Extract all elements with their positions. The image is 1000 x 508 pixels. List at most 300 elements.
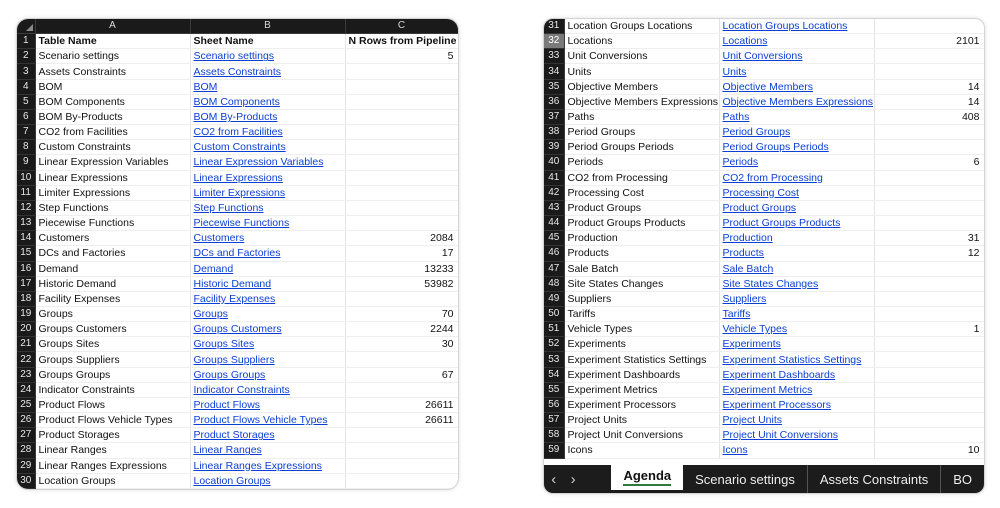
table-row bbox=[17, 443, 458, 458]
table-name-cell[interactable]: BOM bbox=[35, 79, 190, 94]
table-row bbox=[544, 352, 984, 367]
table-name-cell[interactable]: Step Functions bbox=[35, 200, 190, 215]
sheet-link[interactable]: Experiment Processors bbox=[719, 397, 874, 412]
table-row bbox=[17, 231, 458, 246]
row-count-cell[interactable] bbox=[874, 170, 984, 185]
table-name-cell[interactable]: Facility Expenses bbox=[35, 291, 190, 306]
table-name-cell[interactable]: Production bbox=[564, 231, 719, 246]
row-count-cell[interactable]: 10 bbox=[874, 443, 984, 458]
table-name-cell[interactable]: Groups Groups bbox=[35, 367, 190, 382]
table-name-cell[interactable]: Sale Batch bbox=[564, 261, 719, 276]
table-name-cell[interactable]: Product Flows bbox=[35, 397, 190, 412]
sheet-link[interactable]: Period Groups Periods bbox=[719, 140, 874, 155]
row-number[interactable]: 5 bbox=[17, 94, 35, 109]
row-count-cell[interactable] bbox=[874, 382, 984, 397]
table-row bbox=[544, 443, 984, 458]
sheet-link[interactable]: Product Groups bbox=[719, 200, 874, 215]
sheet-link[interactable]: Facility Expenses bbox=[190, 291, 345, 306]
sheet-link[interactable]: Customers bbox=[190, 231, 345, 246]
sheet-link[interactable]: Piecewise Functions bbox=[190, 216, 345, 231]
row-number[interactable]: 12 bbox=[17, 200, 35, 215]
table-name-cell[interactable]: Icons bbox=[564, 443, 719, 458]
table-row bbox=[17, 382, 458, 397]
row-count-cell[interactable] bbox=[874, 216, 984, 231]
table-row bbox=[544, 64, 984, 79]
row-number[interactable]: 57 bbox=[544, 413, 564, 428]
sheet-link[interactable]: Product Flows Vehicle Types bbox=[190, 413, 345, 428]
row-number[interactable]: 44 bbox=[544, 216, 564, 231]
sheet-link[interactable]: Paths bbox=[719, 109, 874, 124]
sheet-link[interactable]: Step Functions bbox=[190, 200, 345, 215]
sheet-link[interactable]: Production bbox=[719, 231, 874, 246]
row-count-cell[interactable] bbox=[874, 367, 984, 382]
sheet-link[interactable]: Site States Changes bbox=[719, 276, 874, 291]
row-count-cell[interactable]: 30 bbox=[345, 337, 458, 352]
table-row bbox=[544, 79, 984, 94]
table-name-cell[interactable]: Tariffs bbox=[564, 306, 719, 321]
row-number[interactable]: 53 bbox=[544, 352, 564, 367]
tab-agenda-label: Agenda bbox=[623, 468, 671, 486]
row-number[interactable]: 42 bbox=[544, 185, 564, 200]
table-row bbox=[544, 200, 984, 215]
sheet-link[interactable]: Limiter Expressions bbox=[190, 185, 345, 200]
row-number[interactable]: 32 bbox=[544, 34, 564, 49]
table-row bbox=[17, 94, 458, 109]
table-row bbox=[17, 473, 458, 488]
row-count-cell[interactable] bbox=[345, 109, 458, 124]
row-number[interactable]: 55 bbox=[544, 382, 564, 397]
table-row bbox=[17, 413, 458, 428]
tab-assets-constraints[interactable]: Assets Constraints bbox=[808, 465, 941, 493]
left-sheet-panel bbox=[16, 18, 459, 490]
sheet-link[interactable]: BOM Components bbox=[190, 94, 345, 109]
table-row bbox=[544, 322, 984, 337]
table-row bbox=[544, 109, 984, 124]
table-name-cell[interactable]: Location Groups bbox=[35, 473, 190, 488]
row-count-cell[interactable] bbox=[345, 473, 458, 488]
header-sheet-name[interactable]: Sheet Name bbox=[190, 34, 345, 49]
table-row bbox=[544, 94, 984, 109]
row-number[interactable]: 35 bbox=[544, 79, 564, 94]
column-header-a[interactable]: A bbox=[35, 19, 190, 34]
row-count-cell[interactable]: 67 bbox=[345, 367, 458, 382]
table-row bbox=[17, 276, 458, 291]
table-name-cell[interactable]: DCs and Factories bbox=[35, 246, 190, 261]
row-number[interactable]: 10 bbox=[17, 170, 35, 185]
row-number[interactable]: 33 bbox=[544, 49, 564, 64]
sheet-link[interactable]: Historic Demand bbox=[190, 276, 345, 291]
table-name-cell[interactable]: Products bbox=[564, 246, 719, 261]
table-row bbox=[544, 125, 984, 140]
sheet-link[interactable]: Experiment Dashboards bbox=[719, 367, 874, 382]
table-name-cell[interactable]: Linear Ranges bbox=[35, 443, 190, 458]
table-name-cell[interactable]: Historic Demand bbox=[35, 276, 190, 291]
table-name-cell[interactable]: Groups Customers bbox=[35, 322, 190, 337]
row-count-cell[interactable]: 31 bbox=[874, 231, 984, 246]
row-count-cell[interactable]: 70 bbox=[345, 306, 458, 321]
row-count-cell[interactable] bbox=[345, 200, 458, 215]
sheet-link[interactable]: Locations bbox=[719, 34, 874, 49]
row-number[interactable]: 26 bbox=[17, 413, 35, 428]
header-row bbox=[17, 34, 458, 49]
sheet-link[interactable]: Unit Conversions bbox=[719, 49, 874, 64]
table-name-cell[interactable]: Objective Members bbox=[564, 79, 719, 94]
table-name-cell[interactable]: Linear Ranges Expressions bbox=[35, 458, 190, 473]
sheet-link[interactable]: Experiments bbox=[719, 337, 874, 352]
table-row bbox=[17, 79, 458, 94]
sheet-link[interactable]: Groups Sites bbox=[190, 337, 345, 352]
row-count-cell[interactable] bbox=[345, 94, 458, 109]
table-name-cell[interactable]: Product Groups bbox=[564, 200, 719, 215]
sheet-link[interactable]: Linear Expressions bbox=[190, 170, 345, 185]
table-row bbox=[544, 413, 984, 428]
row-count-cell[interactable] bbox=[874, 140, 984, 155]
table-name-cell[interactable]: Custom Constraints bbox=[35, 140, 190, 155]
sheet-link[interactable]: Experiment Metrics bbox=[719, 382, 874, 397]
row-number[interactable]: 7 bbox=[17, 125, 35, 140]
table-name-cell[interactable]: Periods bbox=[564, 155, 719, 170]
table-name-cell[interactable]: BOM By-Products bbox=[35, 109, 190, 124]
table-name-cell[interactable]: Project Units bbox=[564, 413, 719, 428]
table-name-cell[interactable]: Linear Expressions bbox=[35, 170, 190, 185]
row-count-cell[interactable] bbox=[345, 170, 458, 185]
row-number[interactable]: 15 bbox=[17, 246, 35, 261]
row-number[interactable]: 47 bbox=[544, 261, 564, 276]
row-number[interactable]: 13 bbox=[17, 216, 35, 231]
row-number[interactable]: 1 bbox=[17, 34, 35, 49]
row-number[interactable]: 58 bbox=[544, 428, 564, 443]
row-number[interactable]: 24 bbox=[17, 382, 35, 397]
sheet-link[interactable]: Project Unit Conversions bbox=[719, 428, 874, 443]
table-name-cell[interactable]: Paths bbox=[564, 109, 719, 124]
row-number[interactable]: 17 bbox=[17, 276, 35, 291]
tab-bom-partial[interactable]: BO bbox=[953, 471, 973, 487]
row-count-cell[interactable]: 5 bbox=[345, 49, 458, 64]
table-name-cell[interactable]: Processing Cost bbox=[564, 185, 719, 200]
row-count-cell[interactable] bbox=[345, 125, 458, 140]
sheet-link[interactable]: Objective Members Expressions bbox=[719, 94, 874, 109]
sheet-link[interactable]: Custom Constraints bbox=[190, 140, 345, 155]
row-count-cell[interactable]: 6 bbox=[874, 155, 984, 170]
table-row bbox=[17, 64, 458, 79]
table-name-cell[interactable]: CO2 from Facilities bbox=[35, 125, 190, 140]
table-row bbox=[544, 291, 984, 306]
sheet-link[interactable]: Units bbox=[719, 64, 874, 79]
table-row bbox=[544, 367, 984, 382]
table-row bbox=[544, 246, 984, 261]
row-count-cell[interactable] bbox=[345, 79, 458, 94]
sheet-link[interactable]: Linear Ranges Expressions bbox=[190, 458, 345, 473]
table-row bbox=[17, 109, 458, 124]
sheet-link[interactable]: Groups Suppliers bbox=[190, 352, 345, 367]
sheet-link[interactable]: Indicator Constraints bbox=[190, 382, 345, 397]
sheet-link[interactable]: Linear Ranges bbox=[190, 443, 345, 458]
row-number[interactable]: 34 bbox=[544, 64, 564, 79]
row-count-cell[interactable]: 2084 bbox=[345, 231, 458, 246]
row-count-cell[interactable] bbox=[874, 64, 984, 79]
table-row bbox=[17, 125, 458, 140]
sheet-link[interactable]: Tariffs bbox=[719, 306, 874, 321]
sheet-link[interactable]: Groups bbox=[190, 306, 345, 321]
table-name-cell[interactable]: Product Flows Vehicle Types bbox=[35, 413, 190, 428]
sheet-link[interactable]: Vehicle Types bbox=[719, 322, 874, 337]
row-number[interactable]: 6 bbox=[17, 109, 35, 124]
table-name-cell[interactable]: Customers bbox=[35, 231, 190, 246]
table-name-cell[interactable]: Linear Expression Variables bbox=[35, 155, 190, 170]
row-number[interactable]: 19 bbox=[17, 306, 35, 321]
row-count-cell[interactable] bbox=[345, 140, 458, 155]
row-count-cell[interactable] bbox=[874, 397, 984, 412]
row-count-cell[interactable]: 17 bbox=[345, 246, 458, 261]
sheet-link[interactable]: Suppliers bbox=[719, 291, 874, 306]
table-name-cell[interactable]: Project Unit Conversions bbox=[564, 428, 719, 443]
select-all-corner[interactable] bbox=[17, 19, 35, 34]
sheet-link[interactable]: Groups Groups bbox=[190, 367, 345, 382]
row-number[interactable]: 41 bbox=[544, 170, 564, 185]
row-count-cell[interactable] bbox=[874, 306, 984, 321]
sheet-link[interactable]: Assets Constraints bbox=[190, 64, 345, 79]
row-count-cell[interactable] bbox=[345, 382, 458, 397]
table-name-cell[interactable]: Period Groups bbox=[564, 125, 719, 140]
table-row bbox=[544, 306, 984, 321]
table-name-cell[interactable]: Unit Conversions bbox=[564, 49, 719, 64]
header-n-rows[interactable]: N Rows from Pipeline bbox=[345, 34, 458, 49]
row-number[interactable]: 11 bbox=[17, 185, 35, 200]
row-count-cell[interactable] bbox=[874, 200, 984, 215]
row-number[interactable]: 14 bbox=[17, 231, 35, 246]
sheet-link[interactable]: Products bbox=[719, 246, 874, 261]
table-row bbox=[17, 306, 458, 321]
row-count-cell[interactable] bbox=[874, 185, 984, 200]
row-count-cell[interactable] bbox=[345, 185, 458, 200]
left-sheet-grid bbox=[17, 19, 459, 489]
row-count-cell[interactable] bbox=[874, 337, 984, 352]
row-number[interactable]: 20 bbox=[17, 322, 35, 337]
table-row bbox=[17, 458, 458, 473]
table-row bbox=[17, 140, 458, 155]
row-number[interactable]: 8 bbox=[17, 140, 35, 155]
row-number[interactable]: 45 bbox=[544, 231, 564, 246]
table-name-cell[interactable]: Period Groups Periods bbox=[564, 140, 719, 155]
row-number[interactable]: 38 bbox=[544, 125, 564, 140]
row-count-cell[interactable] bbox=[345, 428, 458, 443]
row-number[interactable]: 40 bbox=[544, 155, 564, 170]
table-name-cell[interactable]: Scenario settings bbox=[35, 49, 190, 64]
row-number[interactable]: 23 bbox=[17, 367, 35, 382]
table-name-cell[interactable]: Experiment Statistics Settings bbox=[564, 352, 719, 367]
table-row bbox=[17, 428, 458, 443]
tab-agenda[interactable] bbox=[611, 463, 683, 493]
sheet-link[interactable]: Icons bbox=[719, 443, 874, 458]
row-number[interactable]: 31 bbox=[544, 19, 564, 34]
sheet-link[interactable]: Groups Customers bbox=[190, 322, 345, 337]
row-count-cell[interactable] bbox=[874, 125, 984, 140]
table-row bbox=[17, 367, 458, 382]
sheet-link[interactable]: Experiment Statistics Settings bbox=[719, 352, 874, 367]
sheet-link[interactable]: Sale Batch bbox=[719, 261, 874, 276]
sheet-link[interactable]: BOM By-Products bbox=[190, 109, 345, 124]
sheet-link[interactable]: Periods bbox=[719, 155, 874, 170]
sheet-link[interactable]: Project Units bbox=[719, 413, 874, 428]
table-row bbox=[544, 49, 984, 64]
table-name-cell[interactable]: Groups Sites bbox=[35, 337, 190, 352]
row-count-cell[interactable] bbox=[874, 291, 984, 306]
row-count-cell[interactable]: 2101 bbox=[874, 34, 984, 49]
tab-scenario-settings[interactable]: Scenario settings bbox=[683, 465, 808, 493]
row-count-cell[interactable] bbox=[874, 428, 984, 443]
row-number[interactable]: 43 bbox=[544, 200, 564, 215]
table-name-cell[interactable]: Piecewise Functions bbox=[35, 216, 190, 231]
sheet-link[interactable]: CO2 from Facilities bbox=[190, 125, 345, 140]
table-row bbox=[544, 155, 984, 170]
row-count-cell[interactable] bbox=[874, 413, 984, 428]
row-number[interactable]: 28 bbox=[17, 443, 35, 458]
row-number[interactable]: 16 bbox=[17, 261, 35, 276]
table-name-cell[interactable]: Indicator Constraints bbox=[35, 382, 190, 397]
sheet-tab-bar bbox=[544, 465, 984, 493]
table-name-cell[interactable]: Suppliers bbox=[564, 291, 719, 306]
row-count-cell[interactable]: 12 bbox=[874, 246, 984, 261]
sheet-link[interactable]: Period Groups bbox=[719, 125, 874, 140]
table-row bbox=[17, 261, 458, 276]
row-number[interactable]: 25 bbox=[17, 397, 35, 412]
table-row bbox=[544, 34, 984, 49]
row-number[interactable]: 22 bbox=[17, 352, 35, 367]
row-number[interactable]: 54 bbox=[544, 367, 564, 382]
sheet-link[interactable]: Demand bbox=[190, 261, 345, 276]
row-count-cell[interactable] bbox=[874, 276, 984, 291]
sheet-link[interactable]: Product Groups Products bbox=[719, 216, 874, 231]
row-number[interactable]: 52 bbox=[544, 337, 564, 352]
column-header-b[interactable]: B bbox=[190, 19, 345, 34]
table-name-cell[interactable]: Location Groups Locations bbox=[564, 19, 719, 34]
row-number[interactable]: 50 bbox=[544, 306, 564, 321]
row-count-cell[interactable] bbox=[345, 443, 458, 458]
table-name-cell[interactable]: Groups bbox=[35, 306, 190, 321]
row-count-cell[interactable]: 26611 bbox=[345, 397, 458, 412]
table-name-cell[interactable]: CO2 from Processing bbox=[564, 170, 719, 185]
sheet-link[interactable]: Processing Cost bbox=[719, 185, 874, 200]
row-count-cell[interactable] bbox=[874, 19, 984, 34]
row-count-cell[interactable] bbox=[874, 352, 984, 367]
row-count-cell[interactable]: 53982 bbox=[345, 276, 458, 291]
table-name-cell[interactable]: Groups Suppliers bbox=[35, 352, 190, 367]
chevron-left-icon[interactable]: ‹ bbox=[551, 470, 557, 488]
row-number[interactable]: 9 bbox=[17, 155, 35, 170]
row-count-cell[interactable] bbox=[345, 291, 458, 306]
sheet-link[interactable]: Objective Members bbox=[719, 79, 874, 94]
sheet-link[interactable]: Scenario settings bbox=[190, 49, 345, 64]
row-count-cell[interactable]: 408 bbox=[874, 109, 984, 124]
row-number[interactable]: 29 bbox=[17, 458, 35, 473]
table-name-cell[interactable]: Experiment Metrics bbox=[564, 382, 719, 397]
row-count-cell[interactable] bbox=[874, 261, 984, 276]
table-name-cell[interactable]: Demand bbox=[35, 261, 190, 276]
table-name-cell[interactable]: Experiment Processors bbox=[564, 397, 719, 412]
row-number[interactable]: 37 bbox=[544, 109, 564, 124]
table-row bbox=[544, 397, 984, 412]
table-name-cell[interactable]: Objective Members Expressions bbox=[564, 94, 719, 109]
row-number[interactable]: 27 bbox=[17, 428, 35, 443]
table-row bbox=[17, 291, 458, 306]
table-name-cell[interactable]: Assets Constraints bbox=[35, 64, 190, 79]
sheet-link[interactable]: Product Flows bbox=[190, 397, 345, 412]
row-count-cell[interactable] bbox=[345, 155, 458, 170]
chevron-right-icon[interactable]: › bbox=[570, 470, 576, 488]
table-name-cell[interactable]: Experiment Dashboards bbox=[564, 367, 719, 382]
row-number[interactable]: 3 bbox=[17, 64, 35, 79]
row-count-cell[interactable]: 14 bbox=[874, 94, 984, 109]
table-name-cell[interactable]: Experiments bbox=[564, 337, 719, 352]
row-number[interactable]: 59 bbox=[544, 443, 564, 458]
sheet-link[interactable]: DCs and Factories bbox=[190, 246, 345, 261]
row-number[interactable]: 49 bbox=[544, 291, 564, 306]
row-number[interactable]: 36 bbox=[544, 94, 564, 109]
table-name-cell[interactable]: Units bbox=[564, 64, 719, 79]
row-count-cell[interactable]: 2244 bbox=[345, 322, 458, 337]
sheet-link[interactable]: BOM bbox=[190, 79, 345, 94]
row-number[interactable]: 2 bbox=[17, 49, 35, 64]
table-row bbox=[17, 337, 458, 352]
table-name-cell[interactable]: Limiter Expressions bbox=[35, 185, 190, 200]
row-count-cell[interactable] bbox=[874, 49, 984, 64]
table-row bbox=[17, 155, 458, 170]
right-sheet-grid bbox=[544, 19, 985, 459]
row-count-cell[interactable] bbox=[345, 352, 458, 367]
header-table-name[interactable]: Table Name bbox=[35, 34, 190, 49]
row-number[interactable]: 56 bbox=[544, 397, 564, 412]
sheet-link[interactable]: Location Groups Locations bbox=[719, 19, 874, 34]
table-row bbox=[544, 140, 984, 155]
sheet-link[interactable]: CO2 from Processing bbox=[719, 170, 874, 185]
row-number[interactable]: 30 bbox=[17, 473, 35, 488]
table-row bbox=[544, 276, 984, 291]
column-header-c[interactable]: C bbox=[345, 19, 458, 34]
row-count-cell[interactable]: 1 bbox=[874, 322, 984, 337]
sheet-link[interactable]: Linear Expression Variables bbox=[190, 155, 345, 170]
row-number[interactable]: 18 bbox=[17, 291, 35, 306]
table-row bbox=[544, 261, 984, 276]
row-count-cell[interactable]: 14 bbox=[874, 79, 984, 94]
table-name-cell[interactable]: Product Groups Products bbox=[564, 216, 719, 231]
row-number[interactable]: 21 bbox=[17, 337, 35, 352]
table-row bbox=[17, 322, 458, 337]
row-number[interactable]: 39 bbox=[544, 140, 564, 155]
table-row bbox=[544, 382, 984, 397]
table-row bbox=[544, 337, 984, 352]
row-count-cell[interactable] bbox=[345, 64, 458, 79]
table-name-cell[interactable]: BOM Components bbox=[35, 94, 190, 109]
table-row bbox=[17, 170, 458, 185]
row-count-cell[interactable] bbox=[345, 458, 458, 473]
row-number[interactable]: 4 bbox=[17, 79, 35, 94]
row-count-cell[interactable]: 26611 bbox=[345, 413, 458, 428]
sheet-link[interactable]: Product Storages bbox=[190, 428, 345, 443]
table-row bbox=[544, 216, 984, 231]
row-number[interactable]: 51 bbox=[544, 322, 564, 337]
row-number[interactable]: 46 bbox=[544, 246, 564, 261]
tab-spacer bbox=[583, 465, 612, 493]
row-count-cell[interactable] bbox=[345, 216, 458, 231]
table-row bbox=[544, 185, 984, 200]
sheet-link[interactable]: Location Groups bbox=[190, 473, 345, 488]
table-name-cell[interactable]: Site States Changes bbox=[564, 276, 719, 291]
table-name-cell[interactable]: Locations bbox=[564, 34, 719, 49]
table-name-cell[interactable]: Vehicle Types bbox=[564, 322, 719, 337]
table-name-cell[interactable]: Product Storages bbox=[35, 428, 190, 443]
row-count-cell[interactable]: 13233 bbox=[345, 261, 458, 276]
row-number[interactable]: 48 bbox=[544, 276, 564, 291]
